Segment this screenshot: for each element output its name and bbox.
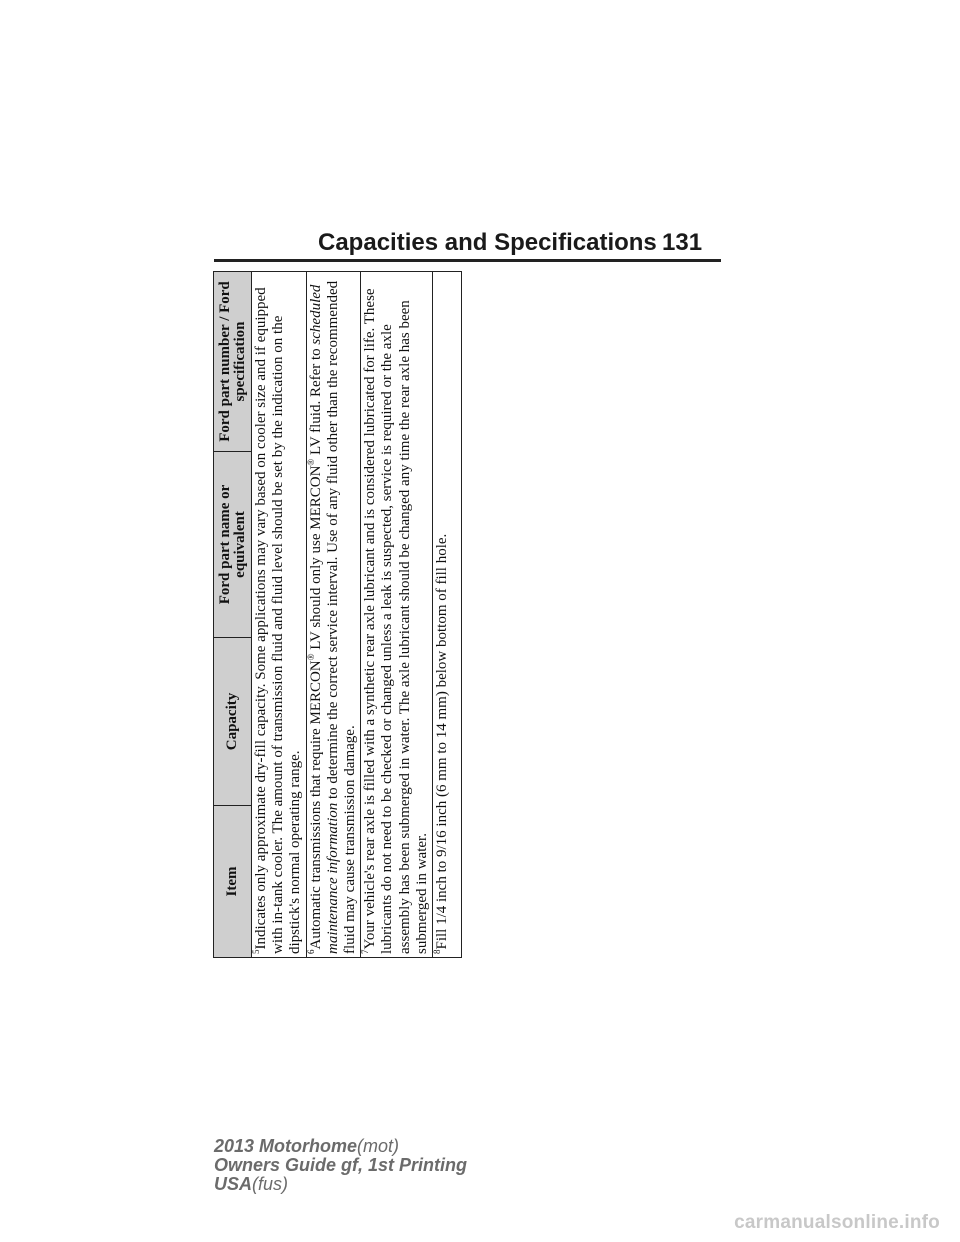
footnote-marker: 8 — [432, 949, 443, 954]
site-watermark: carmanualsonline.info — [734, 1212, 940, 1233]
column-header-part-number: Ford part number / Ford specification — [214, 272, 252, 452]
registered-mark: ® — [305, 653, 316, 661]
footnote — [306, 272, 361, 958]
footnote — [252, 272, 307, 958]
footnote-text: LV should only use MERCON — [307, 465, 324, 654]
footnote-text: Indicates only approximate dry-fill capacity. Some applications may vary based on cooler size and if equipped with in-tank cooler. The amount of transmission fluid and fluid level should be set by the indication on the dipstick's normal operating range. — [253, 287, 304, 954]
footer-line-2: Owners Guide gf, 1st Printing — [214, 1155, 468, 1175]
footer-market: USA — [214, 1174, 253, 1194]
page-number: 131 — [662, 229, 703, 256]
footnote-emphasis: scheduled maintenance information — [307, 284, 341, 954]
footer-line-3 — [214, 1175, 467, 1194]
footnote-text: LV fluid. Refer to — [307, 344, 324, 459]
footer-model: 2013 Motorhome — [214, 1136, 358, 1156]
footnote-text: to determine the correct service interval. Use of any fluid other than the recommended fluid may cause transmission damage. — [324, 280, 359, 954]
registered-mark: ® — [305, 458, 316, 466]
footnote-text: Your vehicle's rear axle is filled with a synthetic rear axle lubricant and is considered lubricated for life. These lubricants do not need to be checked or changed unless a leak is suspected, service is required or the axle assembly has been submerged in water. The axle lubricant should be changed any time the rear axle has been submerged in water. — [362, 288, 430, 954]
footnote-row-5 — [252, 272, 307, 958]
footer-market-code: (fus) — [252, 1174, 289, 1194]
column-header-part-name: Ford part name or equivalent — [214, 452, 252, 638]
footnote-marker: 7 — [360, 949, 371, 954]
footnote-row-6 — [306, 272, 361, 958]
footer-line-1 — [214, 1137, 467, 1156]
footnote-text: Fill 1/4 inch to 9/16 inch (6 mm to 14 mm) below bottom of fill hole. — [434, 533, 451, 950]
table-header-row — [214, 272, 252, 958]
column-header-capacity: Capacity — [214, 638, 252, 806]
print-footer — [214, 1137, 467, 1194]
footnote — [361, 272, 433, 958]
footnote-marker: 6 — [305, 949, 316, 954]
footnote-row-7 — [361, 272, 433, 958]
rotated-table-frame — [213, 272, 457, 958]
footer-model-code: (mot) — [357, 1136, 400, 1156]
footnote-row-8 — [433, 272, 462, 958]
section-title: Capacities and Specifications — [318, 229, 657, 256]
column-header-item: Item — [214, 806, 252, 958]
header-divider — [214, 259, 721, 262]
footnote-text: Automatic transmissions that require MERCON — [307, 660, 324, 950]
footnote — [433, 272, 462, 958]
capacities-table — [213, 271, 462, 958]
footnote-marker: 5 — [251, 949, 261, 954]
